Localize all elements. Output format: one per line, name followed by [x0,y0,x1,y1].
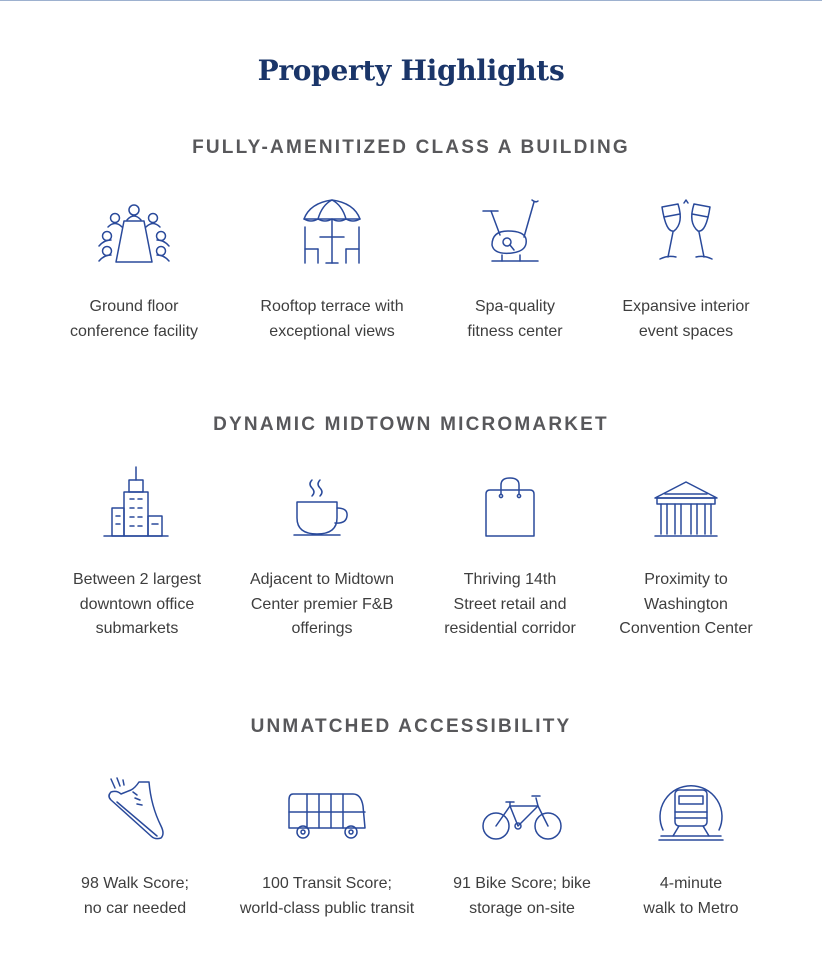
top-divider [0,0,822,1]
conference-table-icon [94,199,174,265]
highlight-events [586,193,786,344]
highlight-label: 4-minute walk to Metro [643,875,739,917]
page-title: Property Highlights [257,54,565,87]
highlight-fitness [415,193,615,344]
city-buildings-icon [102,466,172,538]
highlight-label: Proximity to Washington Convention Center [619,571,753,637]
highlight-label: 91 Bike Score; bike storage on-site [453,875,591,917]
metro-train-icon [657,774,725,842]
highlight-metro [591,770,791,921]
section-heading-accessibility: UNMATCHED ACCESSIBILITY [250,716,572,737]
coffee-cup-icon [292,478,352,538]
highlight-14th-street [410,466,610,642]
highlight-label: Spa-quality fitness center [467,298,563,340]
highlight-label: 100 Transit Score; world-class public transit [239,875,415,917]
highlight-submarkets [37,466,237,642]
highlight-label: Ground floor conference facility [69,298,199,340]
highlight-label: 98 Walk Score; no car needed [81,875,189,917]
highlight-transit-score [227,770,427,921]
highlight-label: Between 2 largest downtown office submarkets [72,571,202,637]
convention-center-icon [653,480,719,538]
section-heading-building: FULLY-AMENITIZED CLASS A BUILDING [192,137,630,158]
bicycle-icon [480,792,564,842]
shopping-bag-icon [484,476,536,538]
highlight-conference [34,193,234,344]
highlight-walk-score [35,770,235,921]
section-heading-micromarket: DYNAMIC MIDTOWN MICROMARKET [213,414,609,435]
highlight-label: Rooftop terrace with exceptional views [260,298,404,340]
champagne-glasses-icon [654,199,718,265]
highlight-label: Thriving 14th Street retail and residential corridor [444,571,576,637]
highlight-rooftop [232,193,432,344]
highlight-label: Expansive interior event spaces [622,298,750,340]
highlight-label: Adjacent to Midtown Center premier F&B offerings [249,571,395,637]
highlight-convention [586,466,786,642]
highlight-midtown-center [222,466,422,642]
bus-icon [287,792,367,842]
rooftop-terrace-icon [300,197,364,265]
sneaker-icon [103,776,167,842]
exercise-bike-icon [480,197,550,265]
